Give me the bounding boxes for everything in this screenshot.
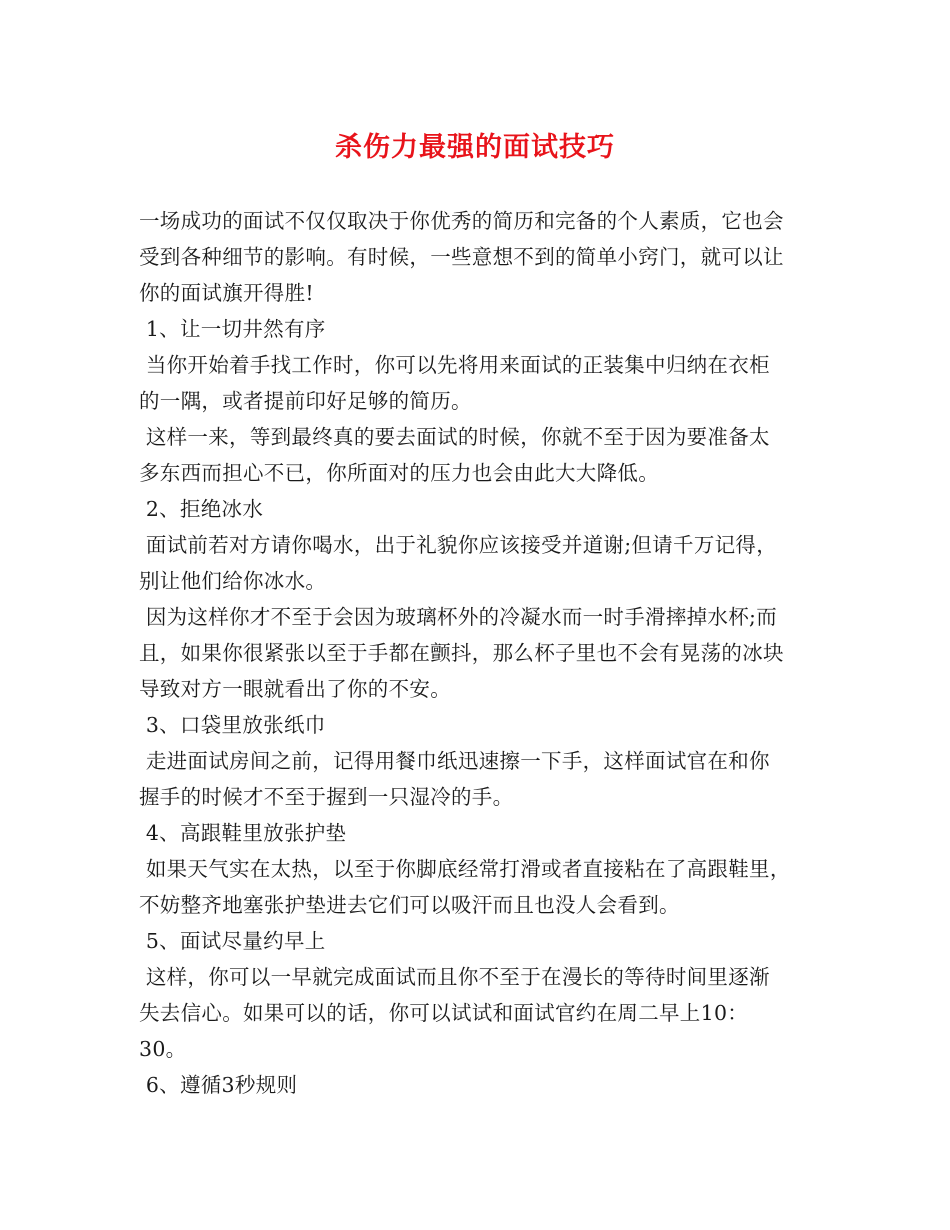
document-body [139, 203, 829, 1103]
section-heading-1: 1、让一切井然有序 [139, 317, 326, 341]
text-line: 如果天气实在太热，以至于你脚底经常打滑或者直接粘在了高跟鞋里， [139, 857, 791, 881]
text-line: 且，如果你很紧张以至于手都在颤抖，那么杯子里也不会有晃荡的冰块 [139, 641, 784, 665]
text-line: 握手的时候才不至于握到一只湿冷的手。 [139, 785, 514, 809]
document-title: 杀伤力最强的面试技巧 [335, 132, 615, 163]
section-heading-3: 3、口袋里放张纸巾 [139, 713, 326, 737]
text-line: 这样一来，等到最终真的要去面试的时候，你就不至于因为要准备太 [139, 425, 770, 449]
text-line: 因为这样你才不至于会因为玻璃杯外的冷凝水而一时手滑摔掉水杯;而 [139, 605, 778, 629]
section-heading-6: 6、遵循3秒规则 [139, 1073, 298, 1097]
text-line: 失去信心。如果可以的话，你可以试试和面试官约在周二早上10： [139, 1001, 749, 1025]
text-line: 别让他们给你冰水。 [139, 569, 327, 593]
text-line: 面试前若对方请你喝水，出于礼貌你应该接受并道谢;但请千万记得， [139, 533, 778, 557]
text-line: 当你开始着手找工作时，你可以先将用来面试的正装集中归纳在衣柜 [139, 353, 770, 377]
section-heading-2: 2、拒绝冰水 [139, 497, 264, 521]
text-line: 一场成功的面试不仅仅取决于你优秀的简历和完备的个人素质，它也会 [139, 209, 784, 233]
section-heading-4: 4、高跟鞋里放张护垫 [139, 821, 347, 845]
text-line: 走进面试房间之前，记得用餐巾纸迅速擦一下手，这样面试官在和你 [139, 749, 770, 773]
text-line: 多东西而担心不已，你所面对的压力也会由此大大降低。 [139, 461, 659, 485]
text-line: 不妨整齐地塞张护垫进去它们可以吸汗而且也没人会看到。 [139, 893, 680, 917]
text-line: 你的面试旗开得胜! [139, 281, 314, 305]
text-line: 30。 [139, 1037, 187, 1061]
text-line: 的一隅，或者提前印好足够的简历。 [139, 389, 472, 413]
text-line: 导致对方一眼就看出了你的不安。 [139, 677, 451, 701]
section-heading-5: 5、面试尽量约早上 [139, 929, 326, 953]
text-line: 这样，你可以一早就完成面试而且你不至于在漫长的等待时间里逐渐 [139, 965, 770, 989]
text-line: 受到各种细节的影响。有时候，一些意想不到的简单小窍门，就可以让 [139, 245, 784, 269]
